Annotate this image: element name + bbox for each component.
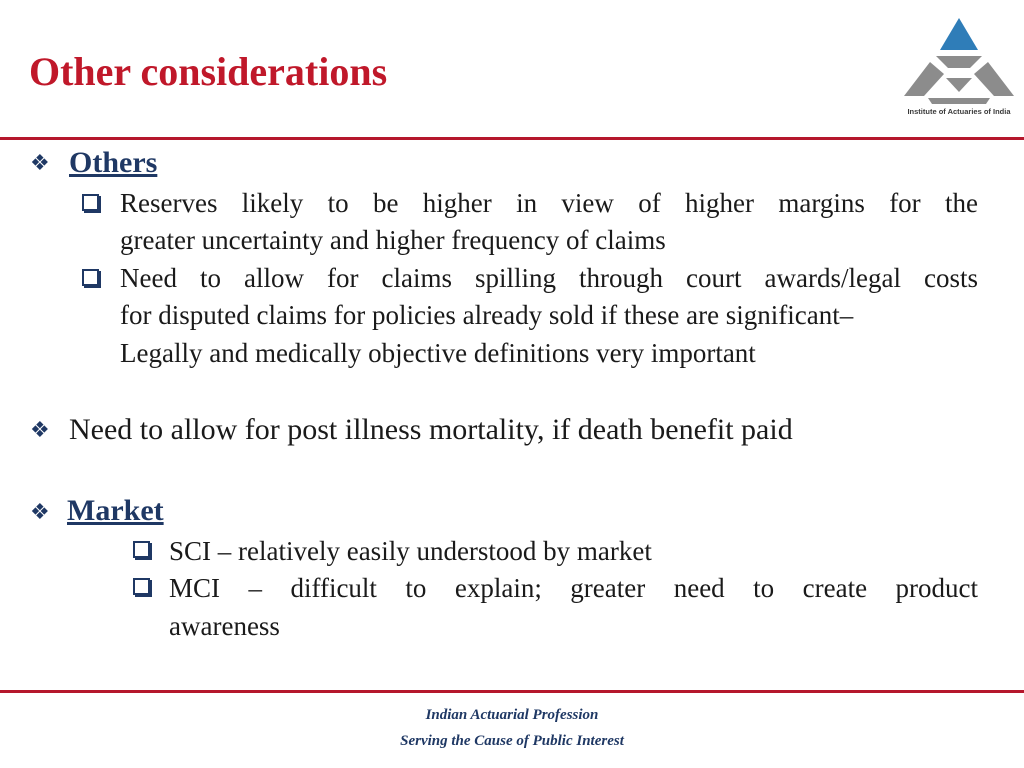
others-item-2-line-1: Need to allow for claims spilling through court awards/legal costs	[120, 263, 978, 293]
market-item-1-line-1: SCI – relatively easily understood by market	[169, 536, 652, 566]
diamond-bullet-icon: ❖	[30, 150, 50, 175]
checkbox-bullet-icon	[133, 578, 150, 595]
mortality-point: Need to allow for post illness mortality, if death benefit paid	[69, 413, 793, 446]
section-heading-market: Market	[67, 494, 164, 527]
diamond-bullet-icon: ❖	[30, 417, 50, 442]
footer-line-2: Serving the Cause of Public Interest	[400, 733, 624, 749]
footer-divider	[0, 690, 1024, 693]
footer-line-1: Indian Actuarial Profession	[425, 707, 599, 723]
market-item-2-line-2: awareness	[169, 611, 280, 641]
others-item-2-line-2: for disputed claims for policies already sold if these are significant–	[120, 300, 854, 330]
others-item-2-line-3: Legally and medically objective definitions very important	[120, 338, 756, 368]
others-item-1-line-1: Reserves likely to be higher in view of higher margins for the	[120, 188, 978, 218]
checkbox-bullet-icon	[82, 269, 99, 286]
diamond-bullet-icon: ❖	[30, 499, 50, 524]
others-item-1-line-2: greater uncertainty and higher frequency of claims	[120, 225, 666, 255]
checkbox-bullet-icon	[82, 194, 99, 211]
section-heading-others: Others	[69, 146, 158, 179]
slide-title: Other considerations	[29, 49, 388, 94]
market-item-2-line-1: MCI – difficult to explain; greater need to create product	[169, 573, 978, 603]
logo-caption: Institute of Actuaries of India	[907, 107, 1011, 116]
checkbox-bullet-icon	[133, 541, 150, 558]
